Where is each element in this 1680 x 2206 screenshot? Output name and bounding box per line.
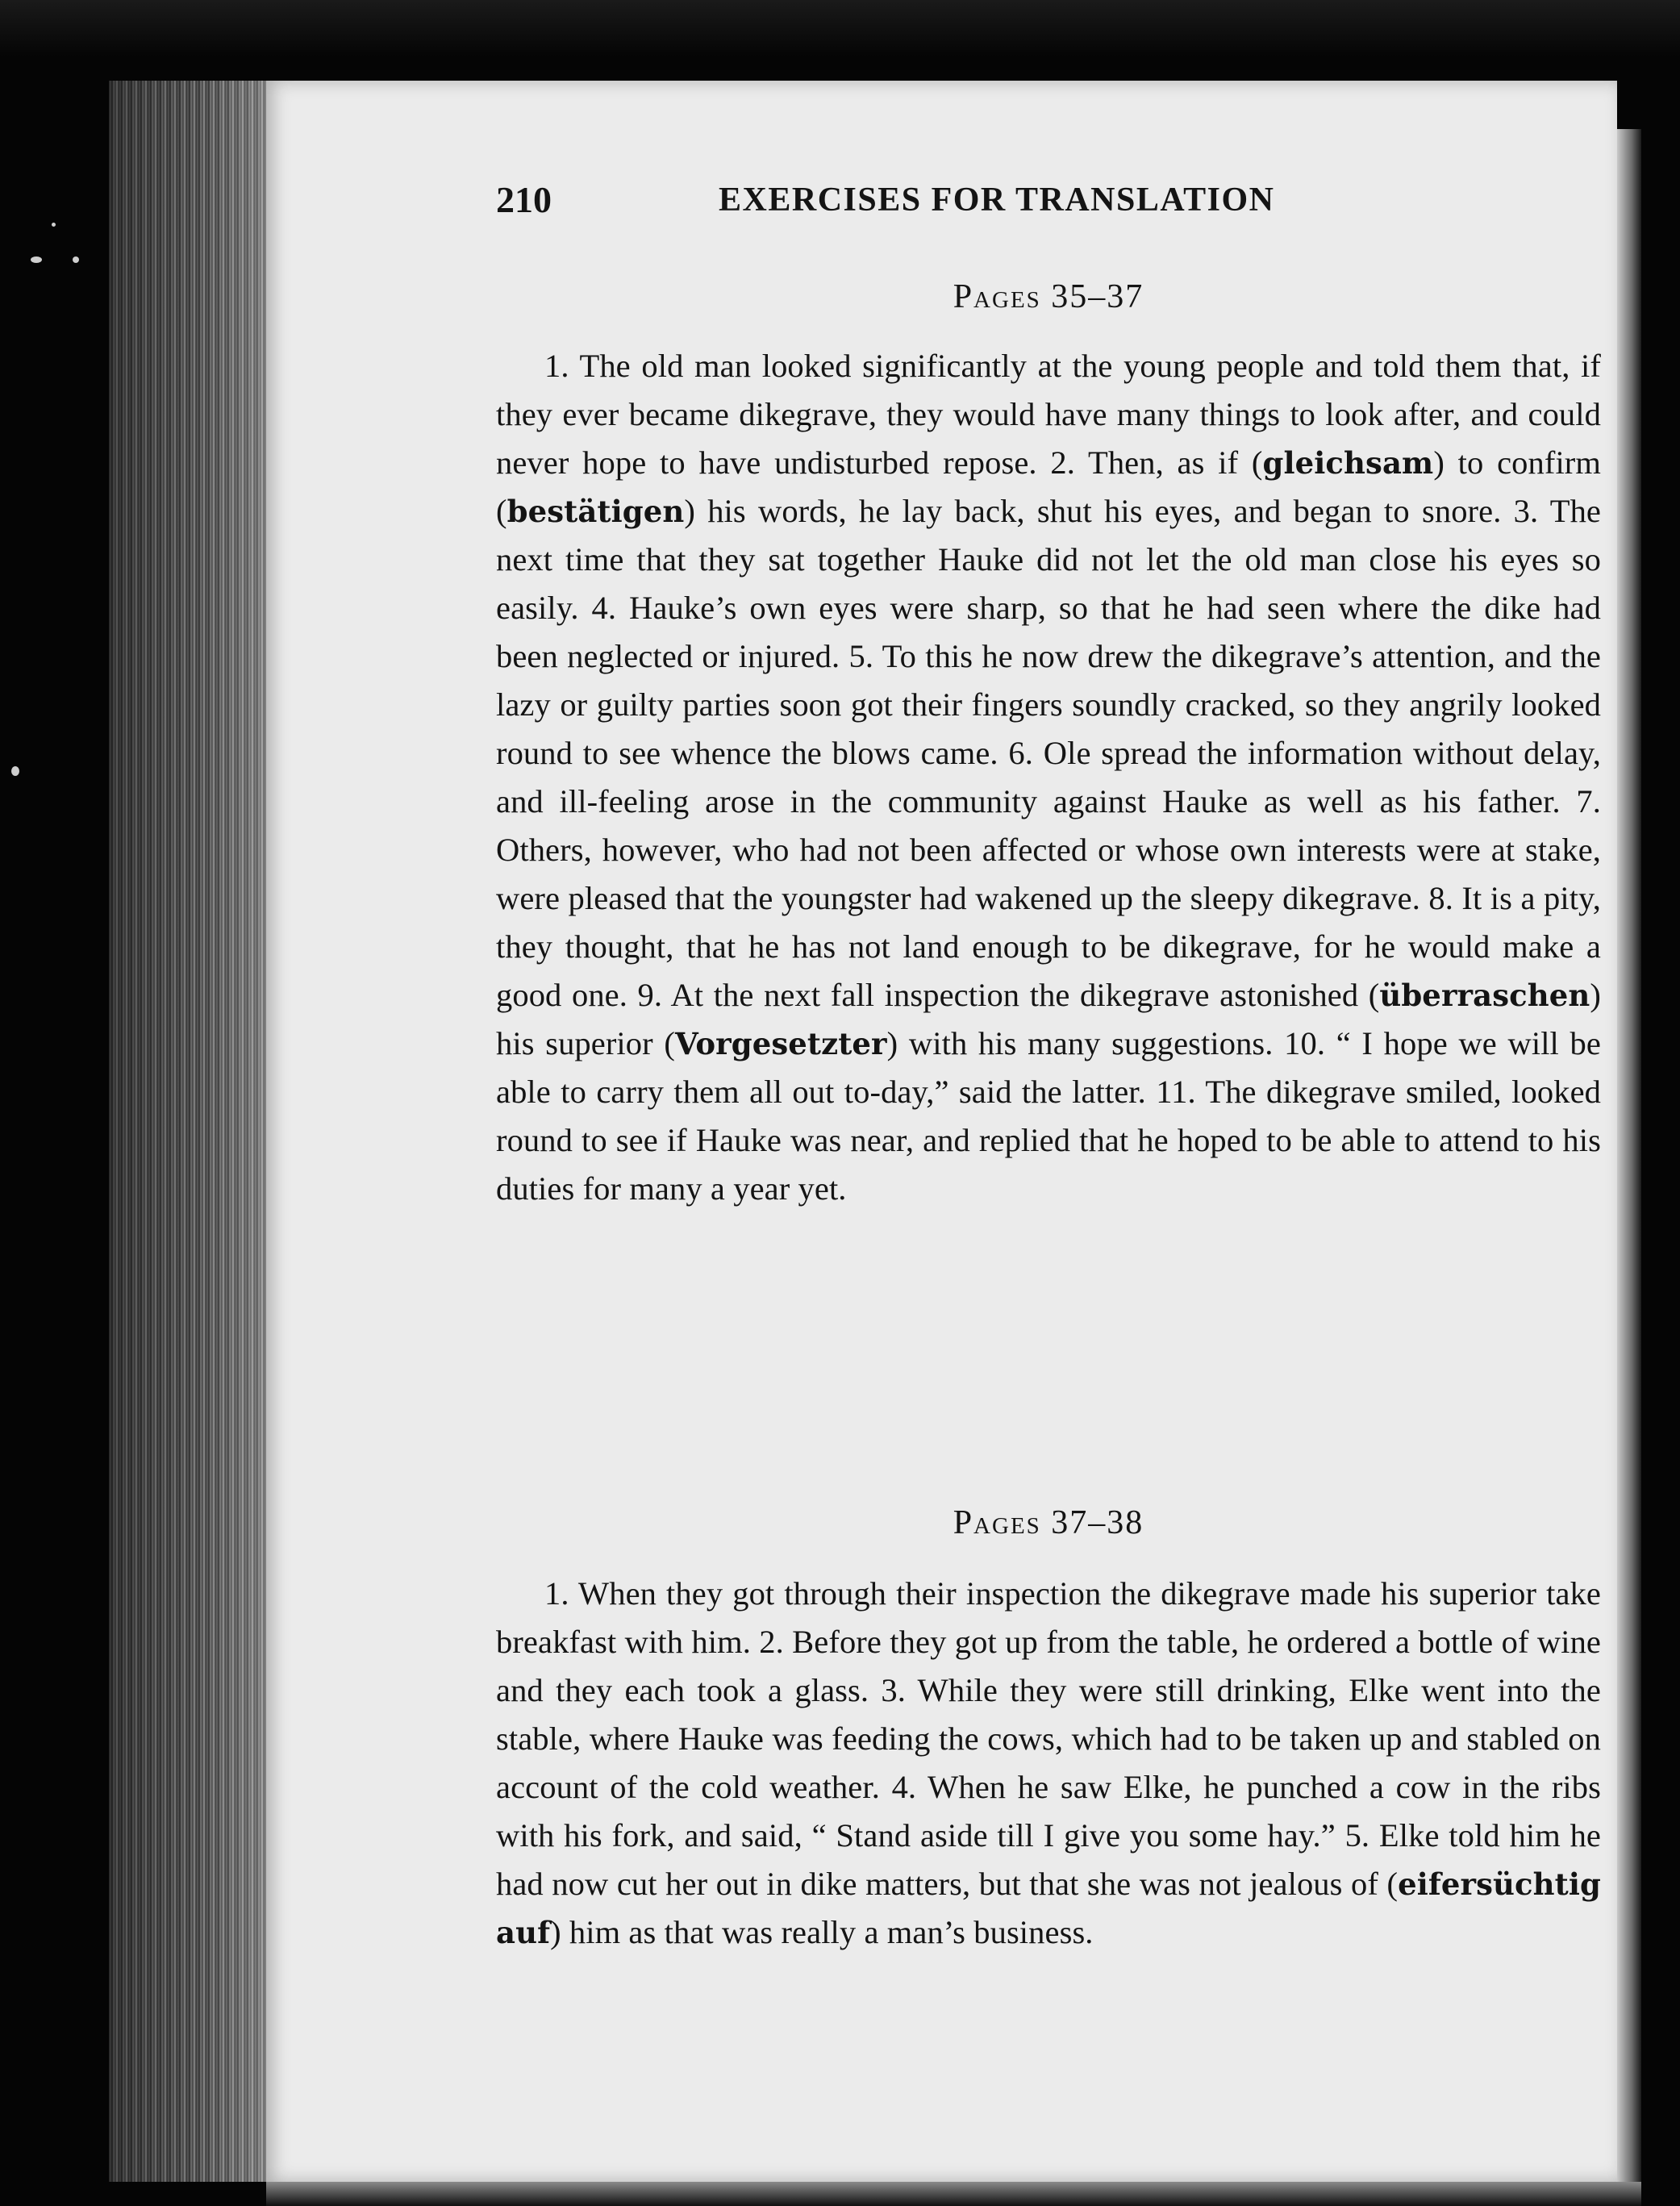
section-body [496,1570,1601,1957]
page-stack-edge [109,81,278,2182]
text-run: ) his superior ( [496,977,1601,1061]
scan-top-edge [0,0,1680,56]
page-bottom-edge [266,2182,1641,2206]
scan-speck [73,256,79,263]
text-run: ) his words, he lay back, shut his eyes, and began to snore. 3. The next time that they sat together Hauke did not let the old man close his eyes so easily. 4. Hauke’s own eyes were sharp, so that he had seen where the dike had been neglected or injured. 5. To this he now drew the dikegrave’s attention, and the lazy or guilty parties soon got their fingers soundly cracked, so they angrily looked round to see whence the blows came. 6. Ole spread the information without delay, and ill-feeling arose in the community against Hauke as well as his father. 7. Others, however, who had not been affected or whose own interests were at stake, were pleased that the youngster had wakened up the sleepy dikegrave. 8. It is a pity, they thought, that he has not land enough to be dikegrave, for he would make a good one. 9. At the next fall inspection the dikegrave astonished ( [496,493,1601,1013]
scan-speck [11,766,19,776]
text-run: ) to confirm ( [496,444,1601,529]
section-heading: Pages 35–37 [953,278,1144,315]
text-run: ) him as that was really a man’s business. [550,1914,1094,1950]
german-gloss: Vorgesetzter [674,1026,887,1061]
german-gloss: bestätigen [507,494,685,529]
text-run: 1. The old man looked significantly at the young people and told them that, if they ever became dikegrave, they would have many things to look after, and could never hope to have undisturbed repose. 2. Then, as if ( [496,348,1601,481]
german-gloss: gleichsam [1262,445,1434,481]
page-number: 210 [496,179,552,220]
paragraph [496,342,1601,1213]
section-heading: Pages 37–38 [953,1504,1144,1541]
running-head [496,176,1379,227]
paragraph [496,1570,1601,1957]
german-gloss: eifersüchtig auf [496,1866,1601,1950]
page-right-edge [1617,129,1641,2182]
german-gloss: überraschen [1379,978,1590,1013]
running-title: EXERCISES FOR TRANSLATION [719,181,1275,219]
text-run: 1. When they got through their inspection the dikegrave made his superior take breakfast with him. 2. Before they got up from the table, he ordered a bottle of wine and they each took a glass. 3. While they were still drinking, Elke went into the stable, where Hauke was feeding the cows, which had to be taken up and stabled on account of the cold weather. 4. When he saw Elke, he punched a cow in the ribs with his fork, and said, “ Stand aside till I give you some hay.” 5. Elke told him he had now cut her out in dike matters, but that she was not jealous of ( [496,1575,1601,1902]
text-run: ) with his many suggestions. 10. “ I hope we will be able to carry them all out to-day,” said the latter. 11. The dikegrave smiled, looked round to see if Hauke was near, and replied that he hoped to be able to attend to his duties for many a year yet. [496,1025,1601,1207]
scan-speck [52,223,56,227]
section-body [496,342,1601,1213]
scan-speck [31,256,42,263]
